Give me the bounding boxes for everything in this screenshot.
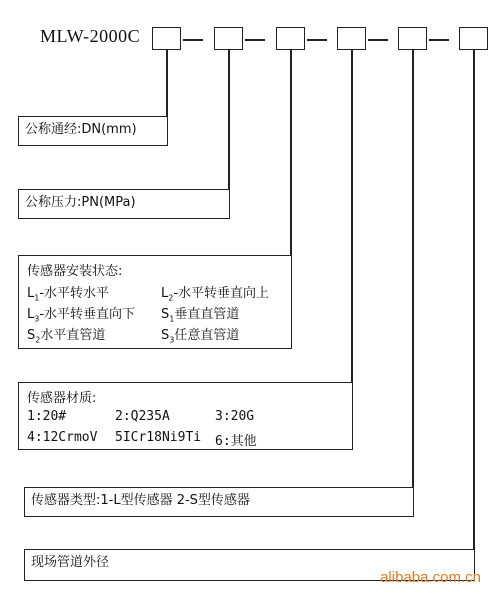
code-box-3 [276,27,305,50]
install-option-s2: $S_2$水平直管道 [27,328,106,345]
code-box-2 [214,27,243,50]
nominal-diameter-panel [18,116,168,146]
material-option: 6:其他 [215,434,257,449]
leader-line-2 [228,50,230,190]
material-option: 5ICr18Ni9Ti [115,430,202,445]
nominal-pressure-panel [18,189,230,219]
sensor-type-panel [24,487,414,517]
material-panel [18,382,353,450]
model-label: MLW-2000C [40,26,141,46]
install-option-l1: $L_1-$水平转水平 [27,286,110,303]
code-box-5 [398,27,427,50]
material-option: 2:Q235A [115,409,170,424]
code-box-6 [459,27,488,50]
material-option: 4:12CrmoV [27,430,98,445]
separator-dash [183,39,203,41]
material-option: 3:20G [215,409,255,424]
leader-line-1 [166,50,168,116]
leader-line-4 [351,50,353,383]
watermark: alibaba.com.cn [380,569,481,586]
sensor-type-label: 传感器类型:1-L型传感器 2-S型传感器 [31,493,250,508]
separator-dash [368,39,388,41]
install-option-l3: $L_3-$水平转垂直向下 [27,307,136,324]
install-option-l2: $L_2-$水平转垂直向上 [161,286,270,303]
install-state-title: 传感器安装状态: [27,264,123,279]
leader-line-6 [473,50,475,550]
install-state-panel [18,255,292,349]
nominal-diameter-label: 公称通经:DN(mm) [25,122,137,137]
code-box-1 [152,27,181,50]
pipe-od-label: 现场管道外径 [31,555,110,570]
leader-line-5 [412,50,414,488]
code-box-4 [337,27,366,50]
nominal-pressure-label: 公称压力:PN(MPa) [25,195,136,210]
separator-dash [307,39,327,41]
install-option-s1: $S_1$垂直直管道 [161,307,240,324]
leader-line-3 [290,50,292,256]
material-option: 1:20# [27,409,67,424]
separator-dash [245,39,265,41]
material-title: 传感器材质: [27,391,97,406]
install-option-s3: $S_3$任意直管道 [161,328,240,345]
separator-dash [429,39,449,41]
